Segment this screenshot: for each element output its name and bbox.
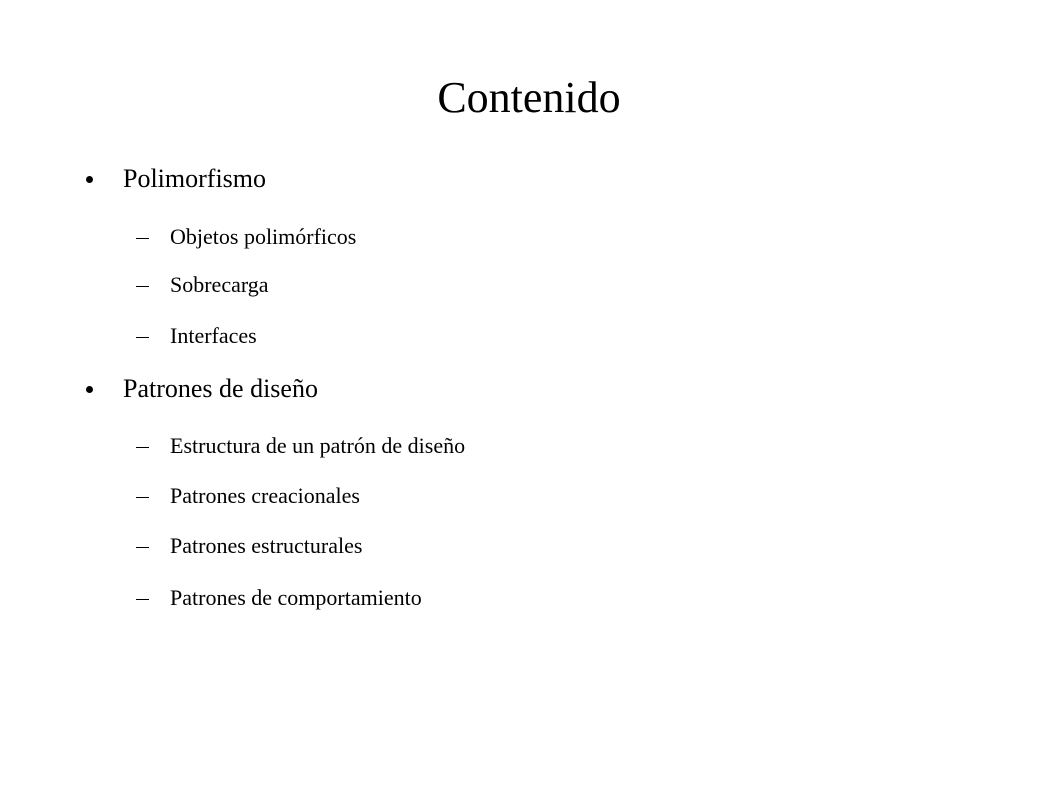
section-label: Polimorfismo [123,164,267,193]
subsection-item [136,532,362,560]
section-item-patrones [86,373,318,405]
dash-icon [136,337,149,338]
section-label: Patrones de diseño [123,374,318,403]
subsection-item [136,271,269,299]
subsection-item [136,432,465,460]
dash-icon [136,547,149,548]
subsection-label: Patrones creacionales [170,483,360,508]
subsection-item [136,482,360,510]
subsection-item [136,322,257,350]
slide-title: Contenido [437,73,621,122]
subsection-label: Objetos polimórficos [170,224,357,249]
dash-icon [136,599,149,600]
dash-icon [136,286,149,287]
subsection-label: Patrones de comportamiento [170,585,422,610]
section-item-polimorfismo [86,163,266,195]
subsection-item [136,223,356,251]
dash-icon [136,497,149,498]
dash-icon [136,238,149,239]
subsection-label: Sobrecarga [170,272,269,297]
subsection-item [136,584,422,612]
subsection-label: Estructura de un patrón de diseño [170,433,466,458]
subsection-label: Interfaces [170,323,257,348]
bullet-dot-icon [86,386,93,393]
bullet-dot-icon [86,176,93,183]
subsection-label: Patrones estructurales [170,533,363,558]
dash-icon [136,447,149,448]
